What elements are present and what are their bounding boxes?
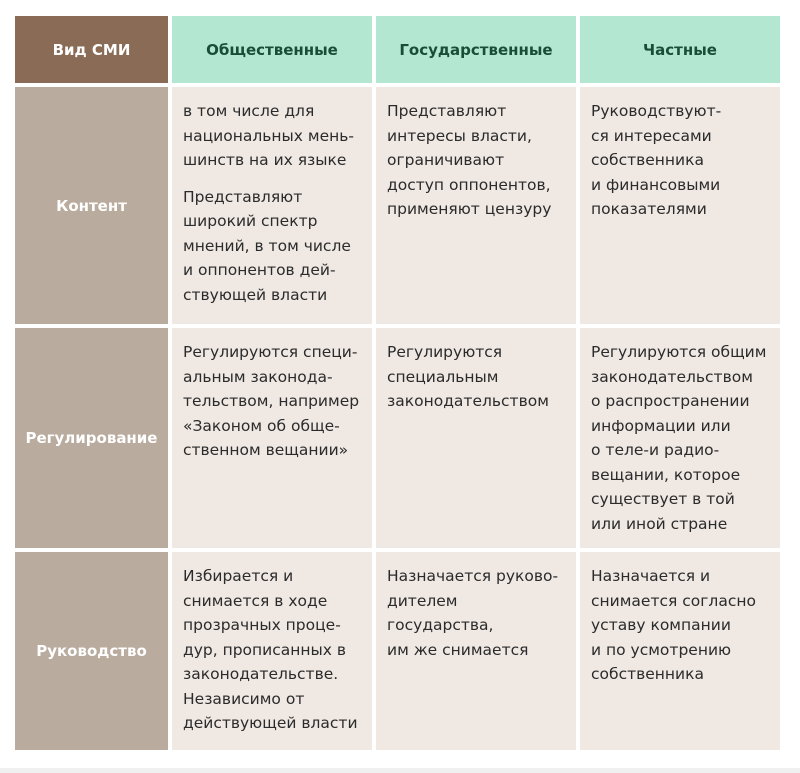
bottom-divider <box>0 768 800 773</box>
cell-content-private <box>580 87 780 324</box>
cell-paragraph: Регулируются специальным законодательством <box>387 343 549 410</box>
header-private: Частные <box>580 16 780 83</box>
cell-content-state <box>376 87 576 324</box>
cell-paragraph: Регулируются общим законодательством о распространении информации или о теле-и радио- вещании, которое существует в той или иной стране <box>591 343 767 533</box>
cell-regulation-state <box>376 328 576 548</box>
cell-paragraph: Представляют интересы власти, ограничивают доступ оппонентов, применяют цензуру <box>387 102 552 218</box>
row-label-regulation: Регулирование <box>15 328 168 548</box>
cell-paragraph: Назначается и снимается согласно уставу компании и по усмотрению собственника <box>591 567 756 683</box>
cell-paragraph: Назначается руково- дителем государства, им же снимается <box>387 567 559 659</box>
header-state: Государственные <box>376 16 576 83</box>
cell-management-public <box>172 552 372 750</box>
row-label-content: Контент <box>15 87 168 324</box>
cell-paragraph: Избирается и снимается в ходе прозрачных проце- дур, прописанных в законодательстве. Независимо от действующей власти <box>183 567 358 732</box>
cell-management-private <box>580 552 780 750</box>
row-label-management: Руководство <box>15 552 168 750</box>
cell-paragraph: Представляют широкий спектр мнений, в том числе и оппонентов дей- ствующей власти <box>183 187 351 304</box>
cell-regulation-private <box>580 328 780 548</box>
cell-management-state <box>376 552 576 750</box>
cell-paragraph: Руководствуют- ся интересами собственника и финансовыми показателями <box>591 102 722 218</box>
cell-content-public <box>172 87 372 324</box>
cell-paragraph: в том числе для национальных мень- шинств на их языке <box>183 102 354 169</box>
cell-regulation-public <box>172 328 372 548</box>
header-corner: Вид СМИ <box>15 16 168 83</box>
header-public: Общественные <box>172 16 372 83</box>
cell-paragraph: Регулируются специ- альным законода- тельством, например «Законом об обще- ственном вещании» <box>183 343 360 459</box>
comparison-table <box>15 16 780 750</box>
